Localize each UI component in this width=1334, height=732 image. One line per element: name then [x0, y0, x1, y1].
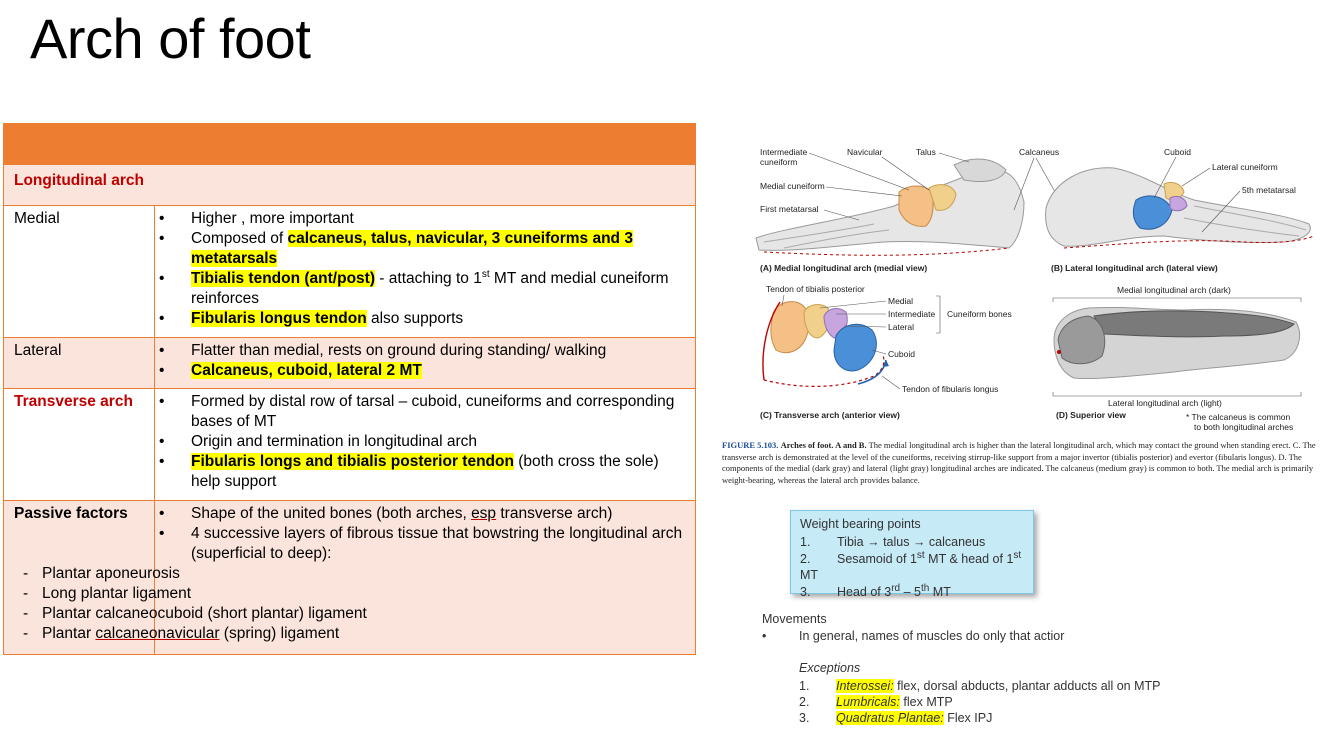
label-medial-dark: Medial longitudinal arch (dark): [1117, 285, 1231, 295]
row-medial: [4, 206, 696, 338]
panel-b-illustration: [1046, 168, 1314, 248]
medial-list: [155, 209, 687, 329]
list-item: - Plantar calcaneocuboid (short plantar) ligament: [19, 604, 687, 624]
passive-list: [155, 504, 687, 564]
label-cuboid-c: Cuboid: [888, 349, 915, 359]
label-fifth-metatarsal: 5th metatarsal: [1242, 185, 1296, 195]
row-lateral: [4, 338, 696, 389]
lateral-list: [155, 341, 687, 381]
label-talus: Talus: [916, 147, 936, 157]
ligament-list: [42, 564, 687, 644]
label-intermediate: Intermediate: [760, 147, 808, 157]
label-first-metatarsal: First metatarsal: [760, 204, 819, 214]
arch-table: [3, 123, 696, 655]
caption-d: (D) Superior view: [1056, 410, 1126, 420]
list-item: 3. Head of 3rd – 5th MT: [800, 582, 951, 599]
label-lateral-light: Lateral longitudinal arch (light): [1108, 398, 1222, 408]
list-item: - Plantar calcaneonavicular (spring) ligament: [19, 624, 687, 644]
panel-d-illustration: [1054, 307, 1300, 378]
row-label-transverse: Transverse arch: [14, 393, 133, 410]
exceptions-title: Exceptions: [799, 661, 861, 675]
label-navicular: Navicular: [847, 147, 883, 157]
weight-bearing-list: [800, 534, 1033, 600]
row-label-medial: Medial: [14, 210, 60, 227]
list-item: 2. Lumbricals: flex MTP: [799, 695, 953, 709]
row-label-passive: Passive factors: [14, 505, 128, 522]
table-header-row: [4, 124, 696, 165]
list-item: • 4 successive layers of fibrous tissue that bowstring the longitudinal arch (superficial to deep):: [155, 524, 687, 564]
weight-bearing-title: Weight bearing points: [800, 517, 921, 531]
figure-caption: FIGURE 5.103. Arches of foot. A and B. The medial longitudinal arch is higher than the lateral longitudinal arch, which may contact the ground when standing erect. C. The transverse arch is demonstrated at the level of the cuneiforms, receiving stirrup-like support from a major invertor (tibialis posterior) and evertor (fibularis longus). D. The components of the medial (dark gray) and lateral (light gray) longitudinal arches are indicated. The calcaneus (medium gray) is common to both. The medial arch is primarily weight-bearing, whereas the lateral arch provides balance.: [722, 440, 1316, 485]
list-item: • Calcaneus, cuboid, lateral 2 MT: [155, 361, 687, 381]
label-medial-c: Medial: [888, 296, 914, 306]
list-item: • Formed by distal row of tarsal – cuboid, cuneiforms and corresponding bases of MT: [155, 392, 687, 432]
label-cuneiform-bones: Cuneiform bones: [947, 309, 1012, 319]
row-passive: [4, 501, 696, 655]
list-item: • Higher , more important: [155, 209, 687, 229]
foot-arches-figure: [724, 140, 1332, 445]
row-label-longitudinal: Longitudinal arch: [14, 172, 145, 189]
list-item: • Origin and termination in longitudinal arch: [155, 432, 687, 452]
label-medial-cuneiform: Medial cuneiform: [760, 181, 825, 191]
list-item: - Plantar aponeurosis: [19, 564, 687, 584]
caption-c: (C) Transverse arch (anterior view): [760, 410, 900, 420]
list-item: 3. Quadratus Plantae: Flex IPJ: [799, 711, 993, 725]
row-longitudinal: [4, 165, 696, 206]
transverse-list: [155, 392, 687, 492]
list-item: • Flatter than medial, rests on ground during standing/ walking: [155, 341, 687, 361]
label-cuneiform: cuneiform: [760, 157, 798, 167]
panel-c-illustration: [763, 302, 889, 387]
list-item: - Long plantar ligament: [19, 584, 687, 604]
caption-a: (A) Medial longitudinal arch (medial view): [760, 263, 928, 273]
label-tendon-tibialis: Tendon of tibialis posterior: [766, 284, 865, 294]
caption-b: (B) Lateral longitudinal arch (lateral view): [1051, 263, 1218, 273]
list-item: 1. Tibia → talus → calcaneus: [800, 535, 986, 549]
list-item: • Composed of calcaneus, talus, navicular, 3 cuneiforms and 3 metatarsals: [155, 229, 687, 269]
list-item: 1. Interossei: flex, dorsal abducts, plantar adducts all on MTP: [799, 679, 1161, 693]
exceptions-list: [799, 678, 1160, 726]
list-item: • Tibialis tendon (ant/post) - attaching to 1st MT and medial cuneiform reinforces: [155, 269, 687, 309]
movements-title: Movements: [762, 612, 827, 626]
row-transverse: [4, 389, 696, 501]
list-item: • Fibularis longs and tibialis posterior tendon (both cross the sole) help support: [155, 452, 687, 492]
note-calcaneus-1: * The calcaneus is common: [1186, 412, 1291, 422]
list-item: • Fibularis longus tendon also supports: [155, 309, 687, 329]
note-calcaneus-2: to both longitudinal arches: [1194, 422, 1294, 432]
page-title: Arch of foot: [30, 7, 311, 70]
label-cuboid-b: Cuboid: [1164, 147, 1191, 157]
list-item: 2. Sesamoid of 1st MT & head of 1st MT: [800, 549, 1022, 582]
weight-bearing-box: [790, 510, 1034, 599]
row-label-lateral: Lateral: [14, 342, 62, 359]
label-tendon-fibularis: Tendon of fibularis longus: [902, 384, 999, 394]
label-calcaneus: Calcaneus: [1019, 147, 1060, 157]
label-lateral-cuneiform: Lateral cuneiform: [1212, 162, 1278, 172]
list-item: • Shape of the united bones (both arches, esp transverse arch): [155, 504, 687, 524]
label-lateral-c: Lateral: [888, 322, 914, 332]
movements-bullet: • In general, names of muscles do only that actior: [762, 629, 1065, 643]
label-intermediate-c: Intermediate: [888, 309, 936, 319]
